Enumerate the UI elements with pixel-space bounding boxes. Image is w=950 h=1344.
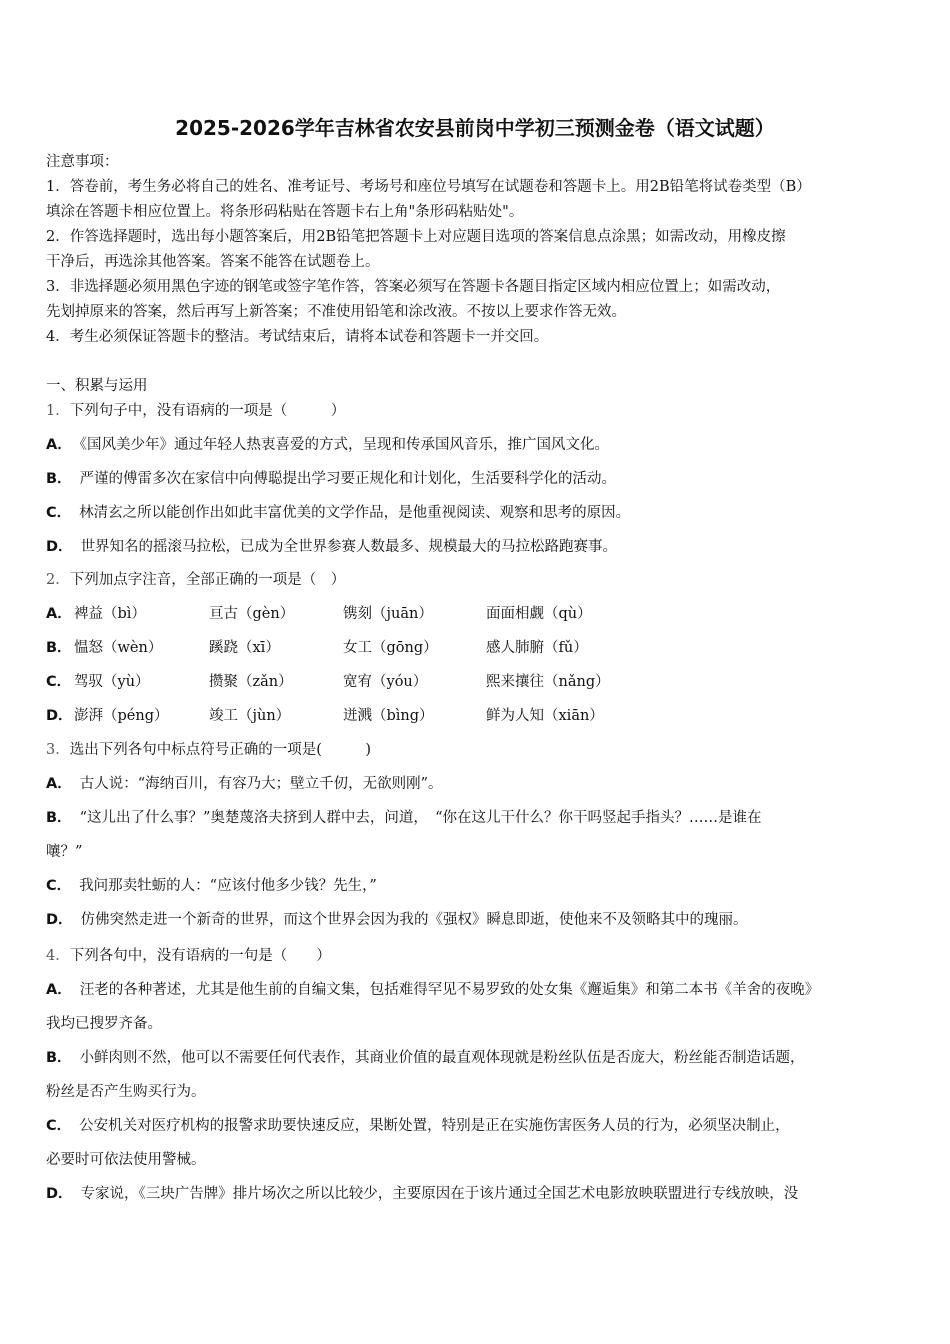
- pinyin-cell: 蹊跷（xī）: [209, 640, 280, 656]
- question-3: [46, 733, 912, 937]
- section-heading: 一、积累与运用: [46, 378, 148, 394]
- option-text: 林清玄之所以能创作出如此丰富优美的文学作品，是他重视阅读、观察和思考的原因。: [79, 505, 631, 521]
- option-text: 严谨的傅雷多次在家信中向傅聪提出学习要正规化和计划化，生活要科学化的活动。: [79, 471, 617, 487]
- option-a-continued: 我均已搜罗齐备。: [46, 1016, 162, 1032]
- option-label: A．: [46, 437, 72, 453]
- option-label: C．: [46, 505, 72, 521]
- option-c-continued: 必要时可依法使用警械。: [46, 1152, 206, 1168]
- option-text: 仿佛突然走进一个新奇的世界，而这个世界会因为我的《强权》瞬息即逝，使他来不及领略其中的瑰丽。: [80, 912, 748, 928]
- question-1: [46, 394, 912, 564]
- question-2: [46, 563, 912, 733]
- pinyin-cell: 迸溅（bìng）: [343, 708, 434, 724]
- option-row-a: [46, 597, 912, 631]
- notice-line: 填涂在答题卡相应位置上。将条形码粘贴在答题卡右上角"条形码粘贴处"。: [46, 204, 524, 220]
- notice-block: [46, 150, 912, 350]
- pinyin-cell: 镌刻（juān）: [343, 606, 433, 622]
- option-b: [46, 1041, 912, 1075]
- pinyin-cell: 裨益（bì）: [74, 606, 146, 622]
- option-text: “这儿出了什么事？”奥楚蔑洛夫挤到人群中去，问道， “你在这儿干什么？你干吗竖起手指头？……是谁在: [79, 810, 762, 826]
- option-d: [46, 530, 912, 564]
- pinyin-cell: 宽宥（yóu）: [343, 674, 428, 690]
- option-row-b: [46, 631, 912, 665]
- option-text: 我问那卖牡蛎的人：“应该付他多少钱？先生，”: [79, 878, 377, 894]
- option-c: [46, 869, 912, 903]
- option-label: B．: [46, 1050, 72, 1066]
- notice-heading: 注意事项：: [46, 154, 119, 170]
- question-number: 1．: [46, 403, 70, 419]
- pinyin-cell: 感人肺腑（fǔ）: [486, 640, 588, 656]
- option-label: B．: [46, 810, 72, 826]
- pinyin-cell: 驾驭（yù）: [74, 674, 150, 690]
- option-d: [46, 1177, 912, 1211]
- notice-line: 干净后，再选涂其他答案。答案不能答在试题卷上。: [46, 254, 380, 270]
- page-title: 2025-2026学年吉林省农安县前岗中学初三预测金卷（语文试题）: [175, 116, 775, 140]
- option-label: C．: [46, 1118, 72, 1134]
- option-label: D．: [46, 912, 73, 928]
- pinyin-cell: 鲜为人知（xiān）: [486, 708, 604, 724]
- pinyin-cell: 竣工（jùn）: [209, 708, 291, 724]
- option-label: A．: [46, 606, 72, 622]
- option-d: [46, 903, 912, 937]
- notice-line: 2．作答选择题时，选出每小题答案后，用2B铅笔把答题卡上对应题目选项的答案信息点涂黑；如需改动，用橡皮擦: [46, 229, 786, 245]
- option-a: [46, 973, 912, 1007]
- question-4: [46, 939, 912, 1211]
- pinyin-cell: 亘古（gèn）: [209, 606, 295, 622]
- option-label: D．: [46, 1186, 73, 1202]
- question-stem: [46, 394, 912, 428]
- pinyin-cell: 攒聚（zǎn）: [209, 674, 293, 690]
- option-label: C．: [46, 674, 72, 690]
- option-text: 古人说：“海纳百川，有容乃大；壁立千仞，无欲则刚”。: [79, 776, 443, 792]
- option-b-continued: 粉丝是否产生购买行为。: [46, 1084, 206, 1100]
- option-label: A．: [46, 776, 72, 792]
- option-c: [46, 496, 912, 530]
- question-text: 选出下列各句中标点符号正确的一项是( ): [69, 742, 372, 758]
- pinyin-cell: 女工（gōng）: [343, 640, 438, 656]
- option-text: 《国风美少年》通过年轻人热衷喜爱的方式，呈现和传承国风音乐，推广国风文化。: [79, 437, 609, 453]
- question-text: 下列加点字注音，全部正确的一项是（ ）: [69, 572, 346, 588]
- option-text: 世界知名的摇滚马拉松，已成为全世界参赛人数最多、规模最大的马拉松路跑赛事。: [80, 539, 618, 555]
- option-label: C．: [46, 878, 72, 894]
- notice-line: 3．非选择题必须用黑色字迹的钢笔或签字笔作答，答案必须写在答题卡各题目指定区域内相应位置上；如需改动，: [46, 279, 781, 295]
- notice-line: 4．考生必须保证答题卡的整洁。考试结束后，请将本试卷和答题卡一并交回。: [46, 329, 549, 345]
- question-number: 4．: [46, 948, 70, 964]
- option-label: D．: [46, 539, 73, 555]
- notice-line: 1．答卷前，考生务必将自己的姓名、准考证号、考场号和座位号填写在试题卷和答题卡上。用2B铅笔将试卷类型（B）: [46, 179, 811, 195]
- pinyin-cell: 面面相觑（qù）: [486, 606, 592, 622]
- question-stem: [46, 939, 912, 973]
- pinyin-cell: 愠怒（wèn）: [74, 640, 163, 656]
- option-b: [46, 462, 912, 496]
- option-label: B．: [46, 640, 72, 656]
- option-label: A．: [46, 982, 72, 998]
- question-number: 3．: [46, 742, 70, 758]
- option-text: 公安机关对医疗机构的报警求助要快速反应，果断处置，特别是正在实施伤害医务人员的行为，必须坚决制止，: [79, 1118, 790, 1134]
- question-stem: [46, 563, 912, 597]
- option-a: [46, 767, 912, 801]
- question-text: 下列各句中，没有语病的一句是（ ）: [69, 948, 331, 964]
- option-label: B．: [46, 471, 72, 487]
- option-b: [46, 801, 912, 835]
- option-row-c: [46, 665, 912, 699]
- pinyin-cell: 熙来攘往（nǎng）: [486, 674, 610, 690]
- option-b-continued: 嚷？”: [46, 844, 83, 860]
- option-text: 汪老的各种著述，尤其是他生前的自编文集，包括难得罕见不易罗致的处女集《邂逅集》和第二本书《羊舍的夜晚》: [79, 982, 820, 998]
- option-a: [46, 428, 912, 462]
- question-stem: [46, 733, 912, 767]
- question-number: 2．: [46, 572, 70, 588]
- question-text: 下列句子中，没有语病的一项是（ ）: [69, 403, 346, 419]
- option-c: [46, 1109, 912, 1143]
- notice-line: 先划掉原来的答案，然后再写上新答案；不准使用铅笔和涂改液。不按以上要求作答无效。: [46, 304, 626, 320]
- option-text: 专家说，《三块广告牌》排片场次之所以比较少，主要原因在于该片通过全国艺术电影放映联盟进行专线放映，没: [80, 1186, 799, 1202]
- option-text: 小鲜肉则不然，他可以不需要任何代表作，其商业价值的最直观体现就是粉丝队伍是否庞大，粉丝能否制造话题，: [79, 1050, 805, 1066]
- option-label: D．: [46, 708, 73, 724]
- pinyin-cell: 澎湃（péng）: [74, 708, 169, 724]
- option-row-d: [46, 699, 912, 733]
